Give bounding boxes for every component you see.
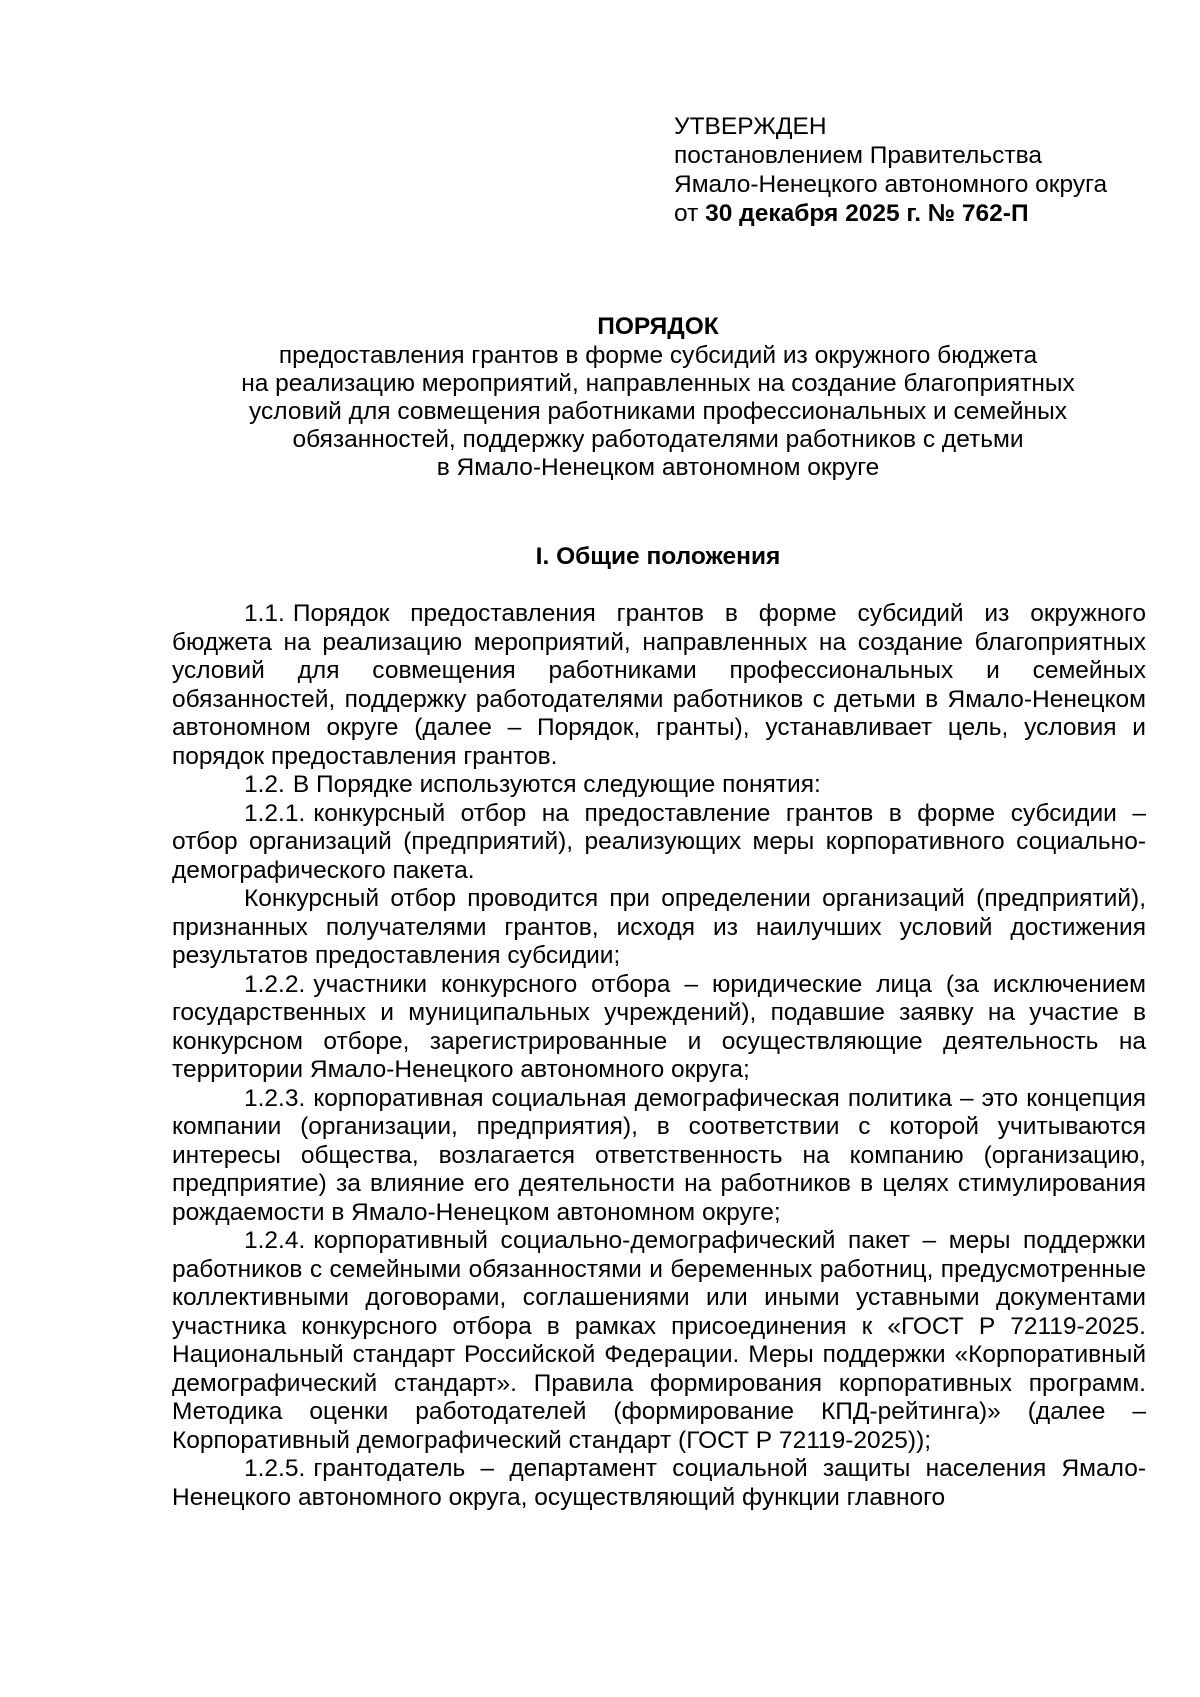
approval-line-1: постановлением Правительства — [674, 142, 1042, 169]
approval-line-3 — [674, 199, 1107, 228]
paragraph-text: В Порядке используются следующие понятия: — [292, 771, 821, 798]
paragraph-1-2-5 — [172, 1455, 1146, 1512]
paragraph-number: 1.2.5. — [244, 1455, 306, 1482]
paragraph-text: участники конкурсного отбора – юридические лица (за исключением государственных и муниципальных учреждений), подавшие заявку на участие в конкурсном отборе, зарегистрированные и осуществляющие деятельность на территории Ямало-Ненецкого автономного округа; — [172, 970, 1146, 1083]
document-heading — [170, 312, 1146, 482]
document-subtitle-line: в Ямало-Ненецком автономном округе — [436, 454, 880, 481]
approval-prefix: от — [674, 200, 699, 227]
paragraph-text: корпоративный социально-демографический пакет – меры поддержки работников с семейными обязанностями и беременных работниц, предусмотренные коллективными договорами, соглашениями или иными уставными документами участника конкурсного отбора в рамках присоединения к «ГОСТ Р 72119-2025. Национальный стандарт Российской Федерации. Меры поддержки «Корпоративный демографический стандарт». Правила формирования корпоративных программ. Методика оценки работодателей (формирование КПД-рейтинга)» (далее – Корпоративный демографический стандарт (ГОСТ Р 72119-2025)); — [172, 1227, 1146, 1454]
document-subtitle-line: условий для совмещения работниками профессиональных и семейных — [249, 398, 1067, 425]
paragraph-number: 1.2.1. — [244, 799, 306, 827]
paragraph-text: Порядок предоставления грантов в форме субсидий из окружного бюджета на реализацию мероприятий, направленных на создание благоприятных условий для совмещения работниками профессиональных и семейных обязанностей, поддержку работодателями работников с детьми в Ямало-Ненецком автономном округе (далее – Порядок, гранты), устанавливает цель, условия и порядок предоставления грантов. — [172, 600, 1146, 770]
paragraph-number: 1.2. — [244, 771, 285, 798]
approval-block — [674, 112, 1107, 228]
paragraph-number: 1.1. — [244, 600, 285, 627]
paragraph-number: 1.2.2. — [244, 970, 306, 998]
paragraph-1-1 — [172, 600, 1146, 771]
section-title: I. Общие положения — [535, 543, 781, 570]
paragraph-1-2-2 — [172, 971, 1146, 1085]
paragraph-1-2-3 — [172, 1085, 1146, 1228]
paragraph-number: 1.2.3. — [244, 1084, 306, 1112]
approved-label: УТВЕРЖДЕН — [674, 113, 827, 140]
document-subtitle-line: на реализацию мероприятий, направленных на создание благоприятных — [241, 370, 1075, 397]
document-body — [172, 600, 1146, 1512]
decree-details: 30 декабря 2025 г. № 762-П — [705, 200, 1029, 227]
document-subtitle-line: обязанностей, поддержку работодателями работников с детьми — [292, 426, 1024, 453]
paragraph-1-2-4 — [172, 1227, 1146, 1455]
paragraph-text: конкурсный отбор на предоставление грантов в форме субсидии – отбор организаций (предприятий), реализующих меры корпоративного социально-демографического пакета. — [172, 799, 1146, 884]
approval-line-2: Ямало-Ненецкого автономного округа — [674, 171, 1108, 198]
paragraph-text: Конкурсный отбор проводится при определении организаций (предприятий), признанных получателями грантов, исходя из наилучших условий достижения результатов предоставления субсидии; — [172, 885, 1146, 969]
paragraph-text: грантодатель – департамент социальной защиты населения Ямало-Ненецкого автономного округа, осуществляющий функции главного — [172, 1455, 1146, 1511]
paragraph-1-2-1 — [172, 800, 1146, 886]
paragraph-competitive-selection — [172, 885, 1146, 971]
document-subtitle-line: предоставления грантов в форме субсидий из окружного бюджета — [278, 342, 1038, 369]
paragraph-1-2 — [172, 771, 1146, 800]
document-title: ПОРЯДОК — [597, 313, 719, 340]
paragraph-number: 1.2.4. — [244, 1227, 306, 1254]
paragraph-text: корпоративная социальная демографическая политика – это концепция компании (организации, предприятия), в соответствии с которой учитываются интересы общества, возлагается ответственность на компанию (организацию, предприятие) за влияние его деятельности на работников в целях стимулирования рождаемости в Ямало-Ненецком автономном округе; — [172, 1084, 1146, 1226]
